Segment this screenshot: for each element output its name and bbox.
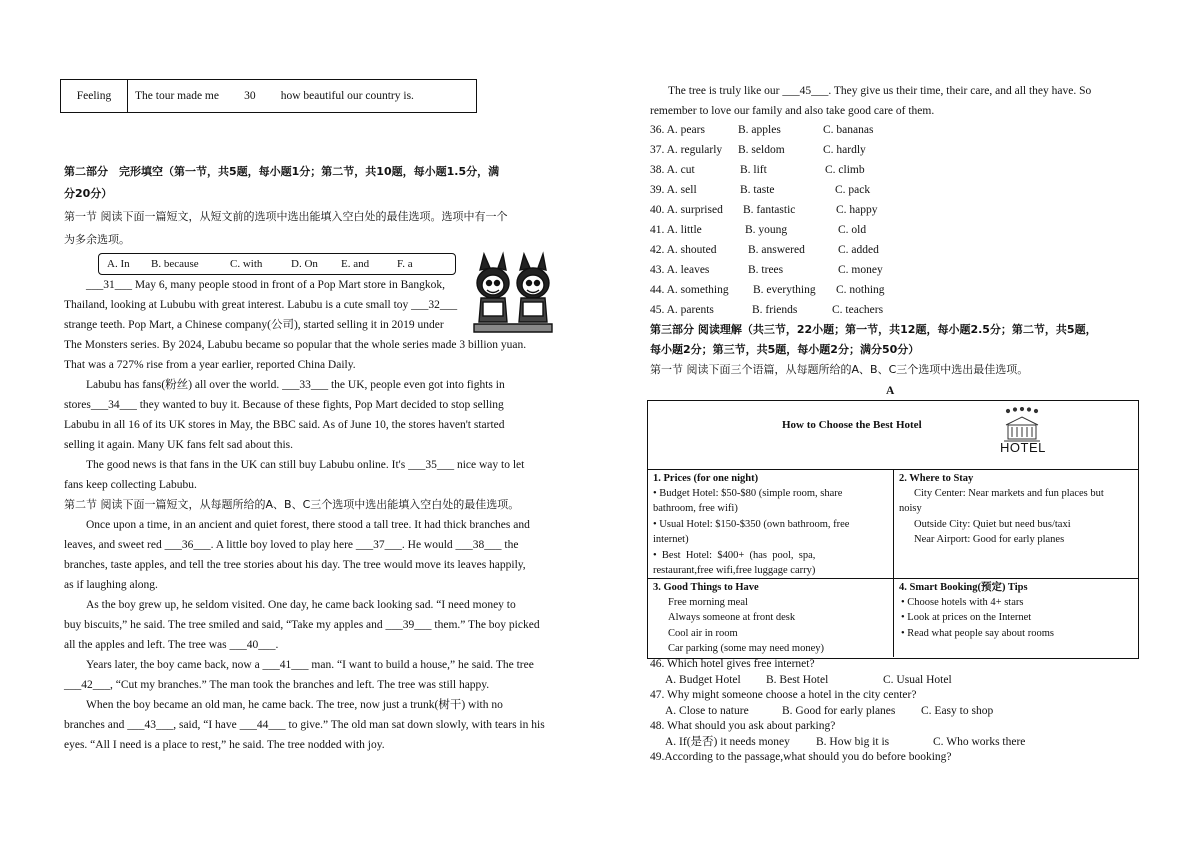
feeling-text: The tour made me 30 how beautiful our country is. (135, 80, 414, 112)
feeling-label: Feeling (61, 80, 128, 112)
question-48-option-b: B. How big it is (816, 736, 890, 748)
choice-43-a: 43. A. leaves (650, 264, 710, 276)
passage-line: That was a 727% rise from a year earlier, reported China Daily. (64, 359, 356, 371)
passage-letter: A (886, 385, 895, 397)
price-line: • Budget Hotel: $50-$80 (simple room, share (653, 488, 843, 499)
hotel-logo-text: HOTEL (1000, 440, 1046, 455)
smart-tip-line: • Choose hotels with 4+ stars (901, 597, 1024, 608)
story-line: ___42___, “Cut my branches.” The man took the branches and left. The tree was still happy. (64, 679, 490, 691)
choice-44-c: C. nothing (836, 284, 885, 296)
choice-37-a: 37. A. regularly (650, 144, 723, 156)
choice-42-c: C. added (838, 244, 879, 256)
choice-39-a: 39. A. sell (650, 184, 697, 196)
part2-heading-line2: 分20分） (64, 187, 113, 200)
choice-36-a: 36. A. pears (650, 124, 705, 136)
hotel-table-header (648, 401, 1138, 470)
question-48-option-c: C. Who works there (933, 736, 1026, 748)
story-line: as if laughing along. (64, 579, 158, 591)
choice-40-c: C. happy (836, 204, 878, 216)
question-47-option-c: C. Easy to shop (921, 705, 994, 717)
where-line: Near Airport: Good for early planes (914, 534, 1065, 545)
choice-38-b: B. lift (740, 164, 767, 176)
choice-40-b: B. fantastic (743, 204, 796, 216)
passage-line: Labubu has fans(粉丝) all over the world. ___33___ the UK, people even got into fights in (86, 379, 505, 391)
choice-41-b: B. young (745, 224, 788, 236)
part3-heading-line2: 每小题2分；第三节，共5题，每小题2分；满分50分） (650, 343, 920, 356)
good-thing-line: Always someone at front desk (668, 612, 796, 623)
choice-38-c: C. climb (825, 164, 865, 176)
question-48-option-a: A. If(是否) it needs money (665, 736, 790, 748)
story-line: Years later, the boy came back, now a ___41___ man. “I want to build a house,” he said. The tree (86, 659, 534, 671)
passage-line: stores___34___ they wanted to buy it. Because of these fights, Pop Mart decided to stop selling (64, 399, 504, 411)
option-f: F. a (397, 258, 413, 270)
story-line: all the apples and left. The tree was ___40___. (64, 639, 279, 651)
where-line: Outside City: Quiet but need bus/taxi (914, 519, 1071, 530)
story-line: buy biscuits,” he said. The tree smiled and said, “Take my apples and ___39___ them.” The boy picked (64, 619, 540, 631)
feeling-table (60, 79, 477, 113)
option-a: A. In (107, 258, 130, 270)
passage-line: The good news is that fans in the UK can still buy Labubu online. It's ___35___ nice way to let (86, 459, 525, 471)
choice-44-b: B. everything (753, 284, 816, 296)
passage-line: The Monsters series. By 2024, Labubu became so popular that the whole series made 3 billion yuan. (64, 339, 527, 351)
prices-title: 1. Prices (for one night) (653, 473, 759, 484)
choice-45-c: C. teachers (832, 304, 884, 316)
price-line: • Usual Hotel: $150-$350 (own bathroom, free (653, 519, 850, 530)
price-line: • Best Hotel: $400+ (has pool, spa, (653, 550, 816, 561)
question-46: 46. Which hotel gives free internet? (650, 658, 815, 670)
option-b: B. because (151, 258, 199, 270)
section2-instruction: 第二节 阅读下面一篇短文，从每题所给的A、B、C三个选项中选出能填入空白处的最佳选项。 (64, 498, 520, 511)
choice-37-c: C. hardly (823, 144, 866, 156)
choice-41-a: 41. A. little (650, 224, 702, 236)
smart-booking-title: 4. Smart Booking(预定) Tips (899, 582, 1028, 593)
choice-39-b: B. taste (740, 184, 775, 196)
where-title: 2. Where to Stay (899, 473, 974, 484)
choice-39-c: C. pack (835, 184, 871, 196)
option-word-box (98, 253, 456, 275)
passage-line: selling it again. Many UK fans felt sad about this. (64, 439, 294, 451)
good-thing-line: Cool air in room (668, 628, 738, 639)
section1-instruction-line1: 第一节 阅读下面一篇短文，从短文前的选项中选出能填入空白处的最佳选项。选项中有一个 (64, 210, 508, 223)
where-line: noisy (899, 503, 922, 514)
story-line: Once upon a time, in an ancient and quiet forest, there stood a tall tree. It had thick branches and (86, 519, 530, 531)
table-divider (893, 469, 894, 657)
question-46-option-a: A. Budget Hotel (665, 674, 741, 686)
question-46-option-c: C. Usual Hotel (883, 674, 952, 686)
choice-44-a: 44. A. something (650, 284, 729, 296)
blank-30: 30 (222, 80, 278, 113)
option-c: C. with (230, 258, 263, 270)
choice-36-b: B. apples (738, 124, 781, 136)
question-47: 47. Why might someone choose a hotel in the city center? (650, 689, 917, 701)
passage-line: fans keep collecting Labubu. (64, 479, 197, 491)
hotel-table-title: How to Choose the Best Hotel (782, 419, 922, 431)
choice-43-c: C. money (838, 264, 883, 276)
question-48: 48. What should you ask about parking? (650, 720, 836, 732)
option-d: D. On (291, 258, 318, 270)
passage-line: Labubu in all 16 of its UK stores in May, the BBC said. As of June 10, the stores haven't started (64, 419, 505, 431)
price-line: internet) (653, 534, 689, 545)
choice-43-b: B. trees (748, 264, 784, 276)
passage-line: strange teeth. Pop Mart, a Chinese company(公司), started selling it in 2019 under (64, 319, 444, 331)
good-things-title: 3. Good Things to Have (653, 582, 759, 593)
good-thing-line: Car parking (some may need money) (668, 643, 824, 654)
where-line: City Center: Near markets and fun places but (914, 488, 1104, 499)
choice-36-c: C. bananas (823, 124, 874, 136)
story-line: As the boy grew up, he seldom visited. One day, he came back looking sad. “I need money to (86, 599, 516, 611)
question-47-option-a: A. Close to nature (665, 705, 749, 717)
part3-heading-line1: 第三部分 阅读理解（共三节，22小题；第一节，共12题，每小题2.5分；第二节，共5题， (650, 323, 1097, 336)
question-49: 49.According to the passage,what should you do before booking? (650, 751, 952, 763)
passage-line: The tree is truly like our ___45___. They give us their time, their care, and all they have. So (668, 85, 1092, 97)
question-47-option-b: B. Good for early planes (782, 705, 896, 717)
choice-42-b: B. answered (748, 244, 805, 256)
passage-line: ___31___ May 6, many people stood in front of a Pop Mart store in Bangkok, (86, 279, 446, 291)
price-line: restaurant,free wifi,free luggage carry) (653, 565, 816, 576)
choice-37-b: B. seldom (738, 144, 785, 156)
story-line: branches, taste apples, and tell the tree stories about his day. The tree would move its leaves happily, (64, 559, 526, 571)
price-line: bathroom, free wifi) (653, 503, 738, 514)
section1-instruction-line2: 为多余选项。 (64, 233, 130, 246)
story-line: leaves, and sweet red ___36___. A little boy loved to play here ___37___. He would ___38___ the (64, 539, 519, 551)
choice-45-a: 45. A. parents (650, 304, 714, 316)
labubu-illustration (470, 250, 556, 334)
choice-45-b: B. friends (752, 304, 798, 316)
choice-40-a: 40. A. surprised (650, 204, 723, 216)
good-thing-line: Free morning meal (668, 597, 748, 608)
choice-41-c: C. old (838, 224, 867, 236)
story-line: When the boy became an old man, he came back. The tree, now just a trunk(树干) with no (86, 699, 503, 711)
smart-tip-line: • Look at prices on the Internet (901, 612, 1032, 623)
passage-line: Thailand, looking at Lububu with great interest. Labubu is a cute small toy ___32___ (64, 299, 458, 311)
option-e: E. and (341, 258, 370, 270)
choice-38-a: 38. A. cut (650, 164, 695, 176)
choice-42-a: 42. A. shouted (650, 244, 717, 256)
passage-line: remember to love our family and also take good care of them. (650, 105, 935, 117)
part2-heading-line1: 第二部分 完形填空（第一节，共5题，每小题1分；第二节，共10题，每小题1.5分，满 (64, 165, 500, 178)
hotel-info-table (647, 400, 1139, 659)
smart-tip-line: • Read what people say about rooms (901, 628, 1054, 639)
story-line: branches and ___43___, said, “I have ___44___ to give.” The old man sat down slowly, with tears in his (64, 719, 545, 731)
part3-section1-instruction: 第一节 阅读下面三个语篇，从每题所给的A、B、C三个选项中选出最佳选项。 (650, 363, 1029, 376)
question-46-option-b: B. Best Hotel (766, 674, 829, 686)
story-line: eyes. “All I need is a place to rest,” he said. The tree nodded with joy. (64, 739, 385, 751)
